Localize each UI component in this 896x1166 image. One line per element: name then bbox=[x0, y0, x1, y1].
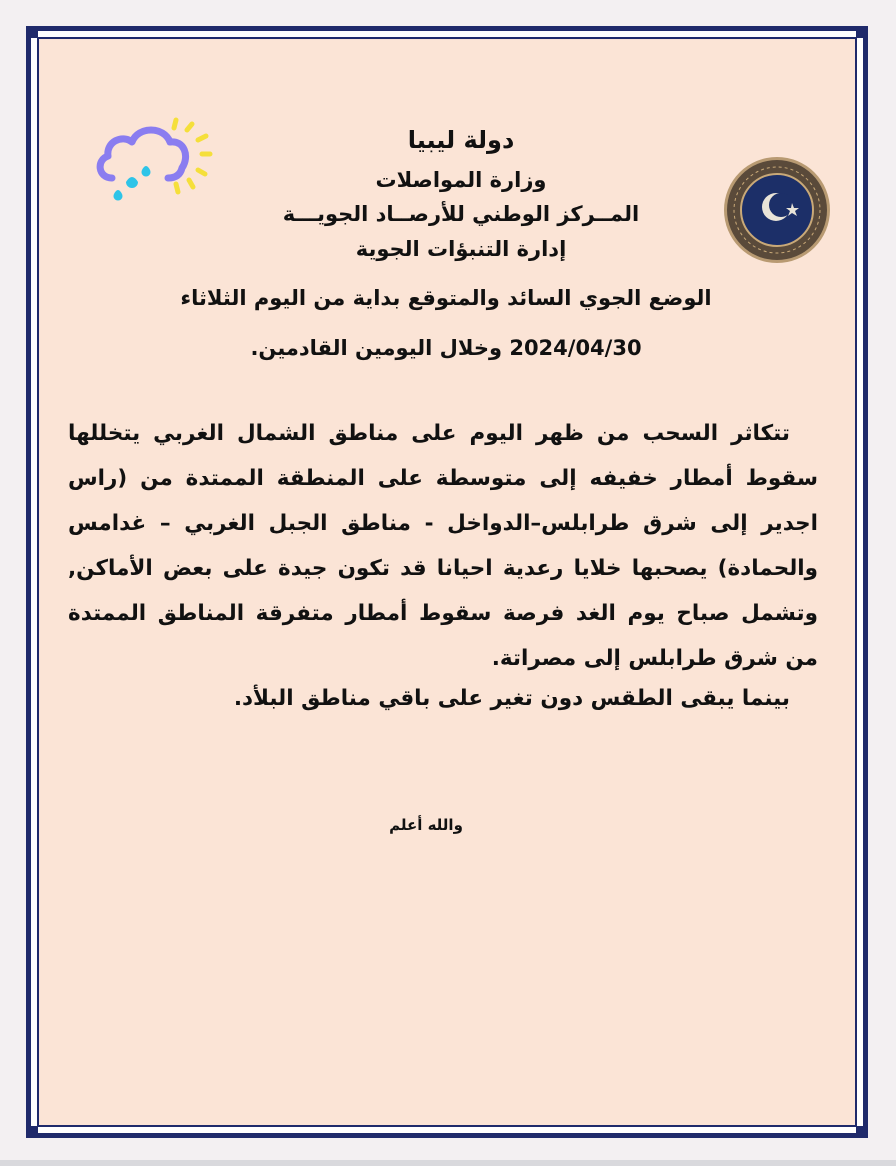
document-page bbox=[26, 26, 868, 1138]
bulletin-title: الوضع الجوي السائد والمتوقع بداية من اليوم الثلاثاء bbox=[180, 286, 712, 310]
ministry-name: وزارة المواصلات bbox=[375, 168, 547, 192]
corner-ornament bbox=[26, 1126, 38, 1138]
center-name: المــركز الوطني للأرصــاد الجويـــة bbox=[282, 202, 640, 226]
forecast-remainder: بينما يبقى الطقس دون تغير على باقي مناطق البلأد. bbox=[233, 686, 790, 711]
department-name: إدارة التنبؤات الجوية bbox=[355, 237, 567, 261]
forecast-paragraph: تتكاثر السحب من ظهر اليوم على مناطق الشمال الغربي يتخللها سقوط أمطار خفيفه إلى متوسطة على المنطقة الممتدة من (راس اجدير إلى شرق طرابلس–الدواخل - مناطق الجبل الغربي – غدامس والحمادة) يصحبها خلايا رعدية احيانا قد تكون جيدة على بعض الأماكن, وتشمل صباح يوم الغد فرصة سقوط أمطار متفرقة المناطق الممتدة من شرق طرابلس إلى مصراتة. bbox=[68, 421, 818, 671]
country-name: دولة ليبيا bbox=[407, 126, 515, 154]
corner-ornament bbox=[856, 26, 868, 38]
bottom-strip bbox=[0, 1160, 896, 1166]
corner-ornament bbox=[26, 26, 38, 38]
bulletin-date-line: 2024/04/30 وخلال اليومين القادمين. bbox=[250, 336, 642, 360]
closing-phrase: والله أعلم bbox=[389, 816, 463, 834]
corner-ornament bbox=[856, 1126, 868, 1138]
